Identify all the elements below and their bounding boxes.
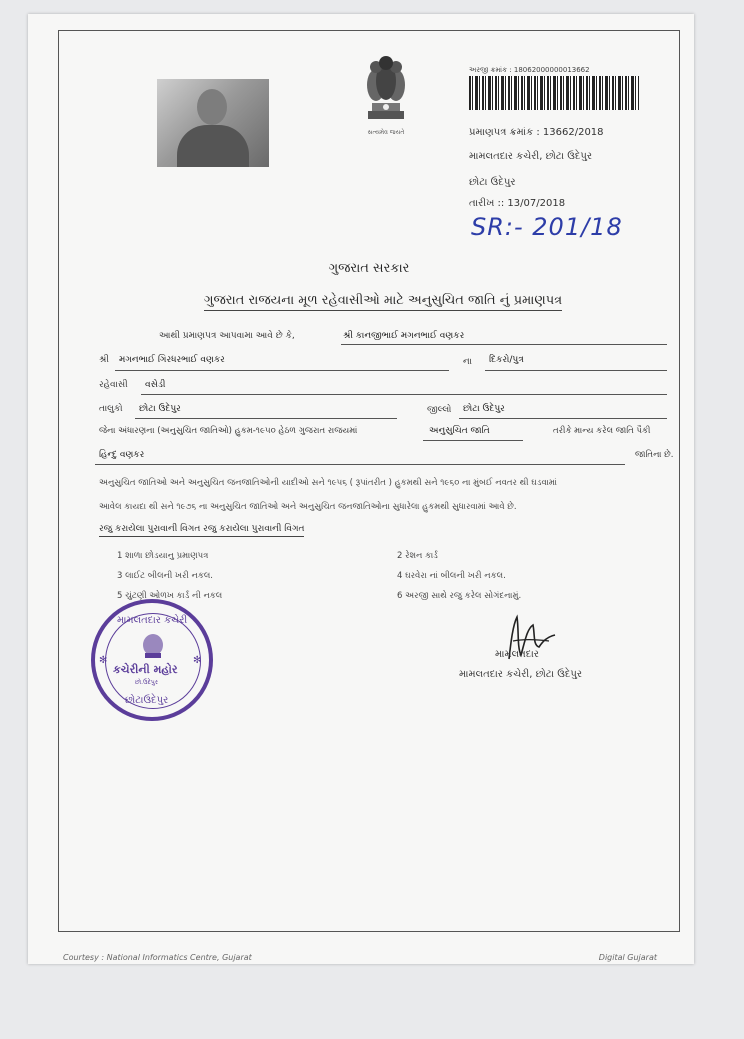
document-item: 6 અરજી સાથે રજુ કરેલ સોગંદનામું. bbox=[397, 591, 522, 601]
taluka-label: તાલુકો bbox=[99, 404, 123, 414]
seal-bottom-text: છોટાઉદેપુર bbox=[125, 695, 169, 706]
emblem-motto: સત્યમેવ જયતે bbox=[367, 129, 405, 136]
recognized-text: તરીકે માન્ય કરેલ જાતિ પૈકી bbox=[553, 426, 651, 436]
documents-title: રજુ કરાયેલા પુરાવાની વિગત રજુ કરાયેલા પુરાવાની વિગત bbox=[99, 524, 304, 537]
certificate-paper bbox=[28, 14, 694, 964]
category-value: અનુસુચિત જાતિ bbox=[429, 426, 490, 436]
district-line bbox=[459, 418, 667, 419]
shri-label: શ્રી bbox=[99, 355, 109, 365]
category-line bbox=[423, 440, 523, 441]
holder-name-line bbox=[341, 344, 667, 345]
seal-middle-text: કચેરીની મહોર bbox=[113, 663, 178, 676]
photo-body bbox=[177, 125, 249, 167]
document-item: 3 લાઈટ બીલની ખરી નકલ. bbox=[117, 571, 213, 581]
footer-brand: Digital Gujarat bbox=[598, 953, 657, 962]
legal-paragraph-line-1: અનુસુચિત જાતિઓ અને અનુસુચિત જનજાતિઓની યાદીઓ સને ૧૯૫૬ ( રૂપાંતરીત ) હુકમથી સને ૧૯૬૦ ના મુંબઈ નવતર થી ઘડવામાં bbox=[99, 478, 557, 488]
certificate-title: ગુજરાત રાજયના મૂળ રહેવાસીઓ માટે અનુસુચિત જાતિ નું પ્રમાણપત્ર bbox=[204, 293, 562, 311]
relation-value: દિકરો/પુત્ર bbox=[489, 355, 524, 365]
resident-label: રહેવાસી bbox=[99, 380, 128, 390]
document-item: 1 શાળા છોડયાનુ પ્રમાણપત્ર bbox=[117, 551, 209, 561]
document-item: 4 ઘરવેરા નાં બીલની ખરી નકલ. bbox=[397, 571, 506, 581]
handwritten-reference: SR:- 201/18 bbox=[471, 213, 623, 241]
signatory-office: મામલતદાર કચેરી, છોટા ઉદેપુર bbox=[459, 669, 583, 680]
barcode bbox=[469, 76, 639, 110]
seal-star-icon: ✻ bbox=[193, 655, 202, 666]
seal-emblem-icon bbox=[141, 633, 165, 659]
national-emblem-icon bbox=[356, 53, 416, 136]
issue-date: તારીખ :: 13/07/2018 bbox=[469, 198, 566, 209]
resident-value: વસેડી bbox=[145, 380, 166, 390]
signature-scribble bbox=[503, 611, 563, 671]
signatory-title: મામલતદાર bbox=[495, 649, 539, 660]
taluka-value: છોટા ઉદેપુર bbox=[139, 404, 181, 414]
footer-courtesy: Courtesy : National Informatics Centre, Gujarat bbox=[63, 953, 252, 962]
applicant-photo bbox=[157, 79, 269, 167]
office-seal bbox=[91, 599, 213, 721]
district-label: જીલ્લો bbox=[427, 405, 452, 415]
holder-name: શ્રી કાનજીભાઈ મગનભાઈ વણકર bbox=[343, 331, 465, 341]
document-item: 2 રેશન કાર્ડ bbox=[397, 551, 438, 561]
relation-line bbox=[485, 370, 667, 371]
seal-top-text: મામલતદાર કચેરી bbox=[117, 615, 188, 626]
caste-suffix: જાતિના છે. bbox=[635, 450, 674, 460]
district-value: છોટા ઉદેપુર bbox=[463, 404, 505, 414]
na-label: ના bbox=[463, 357, 472, 367]
father-name-line bbox=[115, 370, 449, 371]
seal-star-icon: ✻ bbox=[99, 655, 108, 666]
certificate-number: પ્રમાણપત્ર ક્રમાંક : 13662/2018 bbox=[469, 127, 604, 138]
caste-value: હિન્દુ વણકર bbox=[99, 450, 145, 460]
intro-label: આથી પ્રમાણપત્ર આપવામા આવે છે કે, bbox=[159, 331, 295, 341]
caste-line bbox=[95, 464, 625, 465]
seal-small-text: છો.ઉદેપુર bbox=[135, 679, 158, 686]
government-title: ગુજરાત સરકાર bbox=[328, 261, 410, 276]
taluka-line bbox=[135, 418, 397, 419]
application-number: અરજી ક્રમાંક : 18062000000013662 bbox=[469, 66, 590, 74]
document-item: 5 ચુંટણી ઓળખ કાર્ડ ની નકલ bbox=[117, 591, 223, 601]
order-text: જેના અંધારણના (અનુસુચિત જાતિઓ) હુકમ-૧૯૫૦ હેઠળ ગુજરાત રાજયમાં bbox=[99, 426, 358, 436]
certificate-frame bbox=[58, 30, 680, 962]
resident-line bbox=[141, 394, 667, 395]
father-name: મગનભાઈ ગિરધરભાઈ વણકર bbox=[119, 355, 225, 365]
legal-paragraph-line-2: આવેલ કાયદા થી સને ૧૯૭૬ ના અનુસુચિત જાતિઓ અને અનુસુચિત જનજાતિઓના સુધારેલા હુકમથી સુધારવામાં આવે છે. bbox=[99, 502, 517, 512]
office-line-1: મામલતદાર કચેરી, છોટા ઉદેપુર bbox=[469, 151, 593, 162]
photo-head bbox=[197, 89, 227, 125]
office-line-2: છોટા ઉદેપુર bbox=[469, 177, 516, 188]
